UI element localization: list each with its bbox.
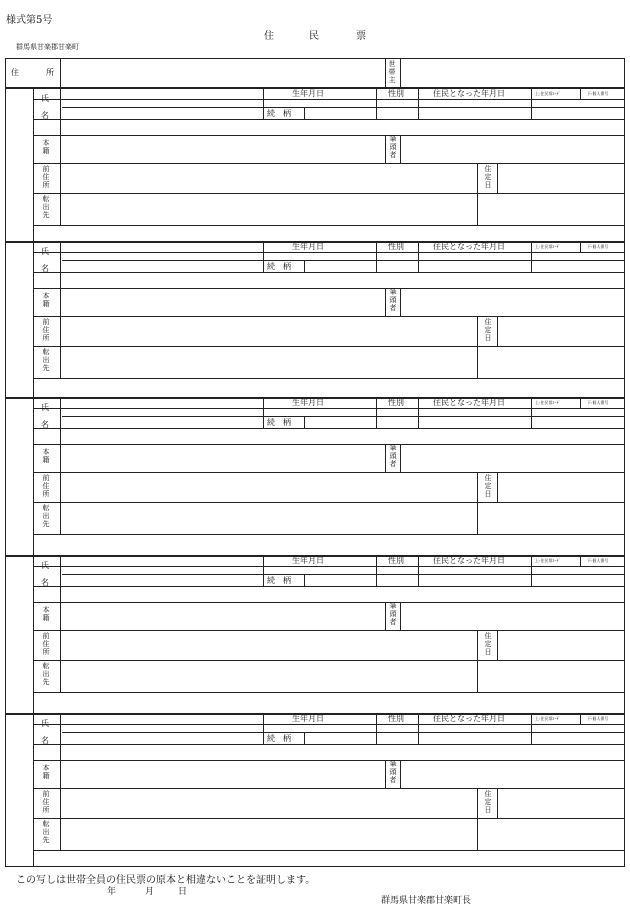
name-field[interactable] (61, 398, 262, 428)
personal-number-field[interactable] (532, 261, 624, 272)
name-field[interactable] (61, 714, 262, 744)
moved-out-label: 転出先 (42, 348, 50, 372)
address-value-field[interactable] (61, 59, 384, 86)
hittousha-field[interactable] (401, 289, 624, 316)
hittousha-label: 筆頭者 (389, 444, 397, 468)
hittousha-label: 筆頭者 (389, 288, 397, 312)
name-row-divider (34, 119, 625, 120)
honseki-label: 本籍 (42, 764, 50, 780)
hittousha-field[interactable] (401, 603, 624, 630)
honseki-label: 本籍 (42, 448, 50, 464)
hittousha-left-divider (385, 760, 386, 788)
moved-out-divider (34, 850, 625, 851)
resident-date-field[interactable] (419, 253, 531, 260)
settled-date-field[interactable] (498, 473, 624, 502)
name-label-a: 氏 (41, 561, 49, 570)
relationship-field[interactable] (305, 108, 531, 119)
relationship-field[interactable] (305, 575, 531, 586)
code-column-divider (580, 555, 581, 566)
hittousha-label: 筆頭者 (389, 135, 397, 159)
resident-code-field[interactable] (532, 567, 624, 574)
code-column-divider (580, 713, 581, 724)
name-label-a: 氏 (41, 247, 49, 256)
moved-out-label: 転出先 (42, 820, 50, 844)
gender-label: 性別 (388, 242, 404, 251)
birth-date-label: 生年月日 (292, 556, 324, 565)
resident-code-label: 上:住民票ｺｰﾄﾞ (535, 716, 561, 721)
resident-code-label: 上:住民票ｺｰﾄﾞ (535, 558, 561, 563)
resident-code-field[interactable] (532, 409, 624, 416)
name-label-b: 名 (41, 264, 49, 273)
address-label-b: 所 (46, 68, 54, 77)
settled-date-label: 住定日 (484, 318, 492, 342)
code-column-divider (580, 241, 581, 252)
settled-date-field[interactable] (498, 317, 624, 346)
household-head-label: 世帯主 (388, 60, 396, 84)
moved-out-divider (34, 692, 625, 693)
name-row-divider (34, 428, 625, 429)
resident-code-label: 上:住民票ｺｰﾄﾞ (535, 91, 561, 96)
moved-out-divider (34, 534, 625, 535)
relationship-label: 続 柄 (267, 418, 291, 427)
head-label-left-divider (385, 58, 386, 88)
settled-date-label: 住定日 (484, 790, 492, 814)
birth-date-field[interactable] (264, 567, 376, 574)
prev-address-field[interactable] (61, 164, 477, 193)
name-field[interactable] (61, 89, 262, 119)
settled-date-left-divider (477, 788, 478, 850)
moved-out-label: 転出先 (42, 504, 50, 528)
moved-out-label: 転出先 (42, 195, 50, 219)
birth-date-label: 生年月日 (292, 398, 324, 407)
birth-date-field[interactable] (264, 100, 376, 107)
cert-month-label: 月 (145, 887, 155, 897)
settled-date-field[interactable] (498, 789, 624, 818)
honseki-field[interactable] (61, 289, 385, 316)
relationship-label: 続 柄 (267, 576, 291, 585)
moved-out-field[interactable] (61, 661, 477, 692)
page-title-char-1: 住 (264, 31, 274, 42)
resident-date-label: 住民となった年月日 (433, 714, 505, 723)
name-label-a: 氏 (41, 94, 49, 103)
prev-address-field[interactable] (61, 473, 477, 502)
moved-out-label: 転出先 (42, 662, 50, 686)
personal-number-label: 下:個人番号 (587, 91, 609, 96)
resident-date-label: 住民となった年月日 (433, 242, 505, 251)
relationship-field[interactable] (305, 733, 531, 744)
honseki-field[interactable] (61, 761, 385, 788)
prev-address-label: 前住所 (42, 474, 50, 498)
settled-date-field[interactable] (498, 631, 624, 660)
page-title-char-2: 民 (309, 31, 319, 42)
moved-out-field[interactable] (61, 503, 477, 534)
birth-date-label: 生年月日 (292, 89, 324, 98)
prev-address-field[interactable] (61, 631, 477, 660)
code-column-divider (580, 397, 581, 408)
name-label-b: 名 (41, 111, 49, 120)
prev-address-label: 前住所 (42, 318, 50, 342)
relationship-label: 続 柄 (267, 109, 291, 118)
resident-date-field[interactable] (419, 409, 531, 416)
resident-date-field[interactable] (419, 567, 531, 574)
relationship-label: 続 柄 (267, 262, 291, 271)
hittousha-label: 筆頭者 (389, 602, 397, 626)
resident-code-field[interactable] (532, 253, 624, 260)
resident-code-field[interactable] (532, 725, 624, 732)
prev-address-field[interactable] (61, 789, 477, 818)
code-column-divider (580, 88, 581, 99)
resident-code-field[interactable] (532, 100, 624, 107)
honseki-label: 本籍 (42, 606, 50, 622)
cert-year-label: 年 (107, 887, 117, 897)
personal-number-field[interactable] (532, 417, 624, 428)
name-label-a: 氏 (41, 403, 49, 412)
hittousha-field[interactable] (401, 761, 624, 788)
gender-field[interactable] (377, 100, 418, 107)
relationship-label: 続 柄 (267, 734, 291, 743)
municipality-label: 群馬県甘楽郡甘楽町 (16, 43, 79, 51)
moved-out-field[interactable] (61, 347, 477, 378)
page-title-char-3: 票 (356, 31, 366, 42)
birth-date-label: 生年月日 (292, 242, 324, 251)
moved-out-divider (34, 225, 625, 226)
hittousha-left-divider (385, 444, 386, 472)
prev-address-label: 前住所 (42, 790, 50, 814)
name-label-b: 名 (41, 420, 49, 429)
name-label-a: 氏 (41, 719, 49, 728)
honseki-field[interactable] (61, 603, 385, 630)
gender-label: 性別 (388, 714, 404, 723)
moved-out-field[interactable] (61, 819, 477, 850)
resident-date-label: 住民となった年月日 (433, 398, 505, 407)
gender-field[interactable] (377, 253, 418, 260)
resident-date-label: 住民となった年月日 (433, 556, 505, 565)
name-label-b: 名 (41, 578, 49, 587)
honseki-field[interactable] (61, 136, 385, 163)
honseki-label: 本籍 (42, 292, 50, 308)
settled-date-label: 住定日 (484, 165, 492, 189)
hittousha-left-divider (385, 288, 386, 316)
left-margin-divider (33, 88, 34, 867)
birth-date-field[interactable] (264, 409, 376, 416)
certification-text: この写しは世帯全員の住民票の原本と相違ないことを証明します。 (16, 875, 316, 886)
gender-label: 性別 (388, 398, 404, 407)
resident-code-label: 上:住民票ｺｰﾄﾞ (535, 244, 561, 249)
name-row-divider (34, 586, 625, 587)
personal-number-field[interactable] (532, 575, 624, 586)
name-row-divider (34, 744, 625, 745)
personal-number-field[interactable] (532, 108, 624, 119)
hittousha-field[interactable] (401, 136, 624, 163)
relationship-field[interactable] (305, 261, 531, 272)
gender-label: 性別 (388, 556, 404, 565)
settled-date-field[interactable] (498, 164, 624, 193)
hittousha-left-divider (385, 602, 386, 630)
settled-date-left-divider (477, 163, 478, 225)
birth-date-field[interactable] (264, 725, 376, 732)
prev-address-field[interactable] (61, 317, 477, 346)
moved-out-divider (34, 378, 625, 379)
name-row-divider (34, 272, 625, 273)
birth-date-field[interactable] (264, 253, 376, 260)
birth-date-label: 生年月日 (292, 714, 324, 723)
resident-date-field[interactable] (419, 725, 531, 732)
personal-number-label: 下:個人番号 (587, 244, 609, 249)
name-field[interactable] (61, 556, 262, 586)
hittousha-left-divider (385, 135, 386, 163)
name-field[interactable] (61, 242, 262, 272)
honseki-field[interactable] (61, 445, 385, 472)
hittousha-field[interactable] (401, 445, 624, 472)
form-number: 様式第5号 (6, 15, 53, 26)
relationship-field[interactable] (305, 417, 531, 428)
prev-address-label: 前住所 (42, 165, 50, 189)
prev-address-label: 前住所 (42, 632, 50, 656)
gender-field[interactable] (377, 725, 418, 732)
personal-number-label: 下:個人番号 (587, 716, 609, 721)
settled-date-label: 住定日 (484, 474, 492, 498)
hittousha-label: 筆頭者 (389, 760, 397, 784)
settled-date-left-divider (477, 316, 478, 378)
resident-date-field[interactable] (419, 100, 531, 107)
personal-number-label: 下:個人番号 (587, 558, 609, 563)
address-label-a: 住 (11, 68, 19, 77)
settled-date-left-divider (477, 472, 478, 534)
moved-out-field[interactable] (61, 194, 477, 225)
personal-number-label: 下:個人番号 (587, 400, 609, 405)
gender-label: 性別 (388, 89, 404, 98)
resident-date-label: 住民となった年月日 (433, 89, 505, 98)
issuer-label: 群馬県甘楽郡甘楽町長 (381, 896, 472, 906)
gender-field[interactable] (377, 409, 418, 416)
resident-code-label: 上:住民票ｺｰﾄﾞ (535, 400, 561, 405)
settled-date-label: 住定日 (484, 632, 492, 656)
gender-field[interactable] (377, 567, 418, 574)
honseki-label: 本籍 (42, 139, 50, 155)
cert-day-label: 日 (178, 887, 188, 897)
personal-number-field[interactable] (532, 733, 624, 744)
settled-date-left-divider (477, 630, 478, 692)
name-label-b: 名 (41, 736, 49, 745)
household-head-value-field[interactable] (401, 59, 624, 86)
